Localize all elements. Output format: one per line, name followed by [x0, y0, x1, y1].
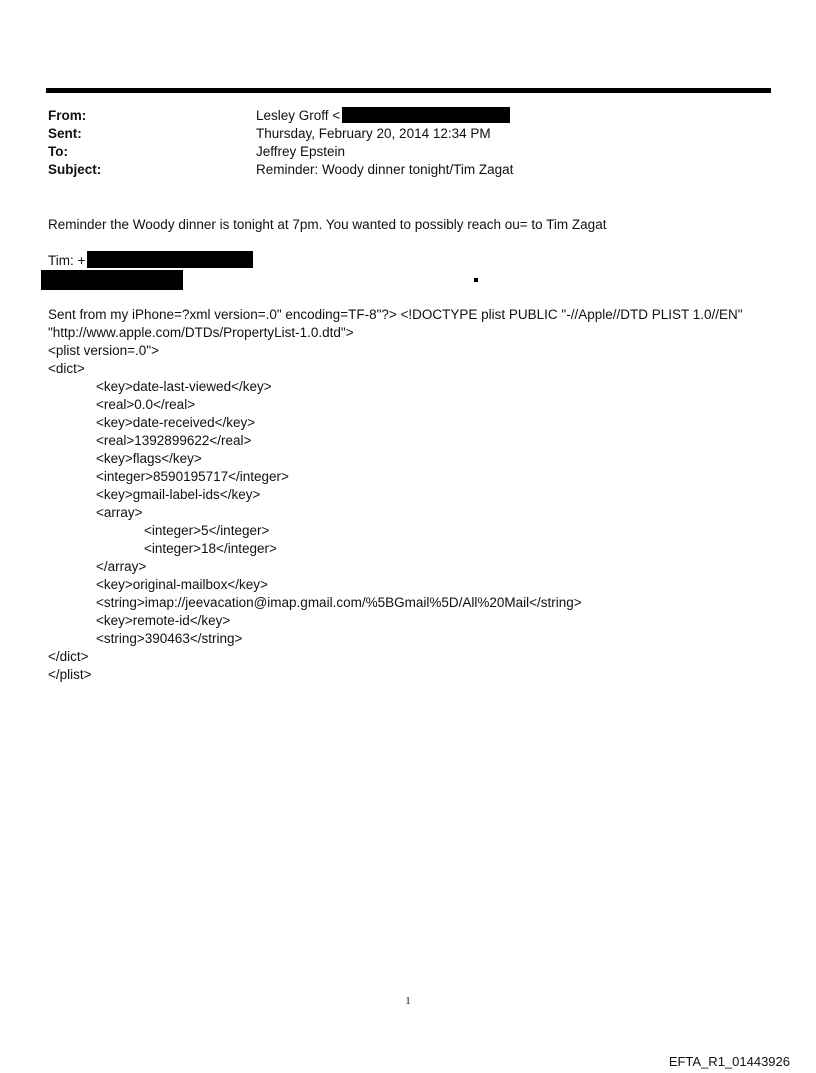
xml-line: <real>0.0</real> — [96, 397, 196, 412]
redaction-box — [87, 251, 253, 268]
to-value: Jeffrey Epstein — [256, 144, 346, 159]
sent-row — [48, 125, 768, 143]
from-label: From: — [48, 108, 87, 123]
xml-line: <real>1392899622</real> — [96, 433, 252, 448]
xml-line: </plist> — [48, 667, 92, 682]
subject-value: Reminder: Woody dinner tonight/Tim Zagat — [256, 162, 514, 177]
to-label: To: — [48, 144, 68, 159]
xml-line: <plist version=.0"> — [48, 343, 159, 358]
xml-line: Sent from my iPhone=?xml version=.0" encoding=TF-8"?> <!DOCTYPE plist PUBLIC "-//Apple//DTD PLIST 1.0//EN" — [48, 307, 743, 322]
xml-line: <key>remote-id</key> — [96, 613, 231, 628]
plist-metadata — [48, 306, 788, 684]
xml-line: </dict> — [48, 649, 89, 664]
to-row — [48, 143, 768, 161]
reminder-text: Reminder the Woody dinner is tonight at 7pm. You wanted to possibly reach ou= to Tim Zagat — [48, 217, 607, 232]
xml-line: <key>date-received</key> — [96, 415, 256, 430]
xml-line: <key>gmail-label-ids</key> — [96, 487, 261, 502]
xml-line: <string>390463</string> — [96, 631, 243, 646]
xml-line: <integer>8590195717</integer> — [96, 469, 289, 484]
sent-label: Sent: — [48, 126, 82, 141]
subject-label: Subject: — [48, 162, 102, 177]
xml-line: </array> — [96, 559, 147, 574]
xml-line: <string>imap://jeevacation@imap.gmail.com/%5BGmail%5D/All%20Mail</string> — [96, 595, 582, 610]
from-name: Lesley Groff < — [256, 108, 341, 123]
xml-line: <array> — [96, 505, 143, 520]
xml-line: "http://www.apple.com/DTDs/PropertyList-1.0.dtd"> — [48, 325, 354, 340]
tim-phone-line: Tim: + — [48, 253, 86, 268]
xml-line: <integer>5</integer> — [144, 523, 270, 538]
xml-line: <key>date-last-viewed</key> — [96, 379, 272, 394]
from-value — [256, 107, 768, 125]
redaction-box — [41, 270, 183, 290]
header-divider — [46, 88, 771, 93]
xml-line: <integer>18</integer> — [144, 541, 277, 556]
xml-line: <dict> — [48, 361, 85, 376]
sent-value: Thursday, February 20, 2014 12:34 PM — [256, 126, 491, 141]
stray-mark — [474, 278, 478, 282]
bates-number: EFTA_R1_01443926 — [668, 1054, 790, 1069]
xml-line: <key>original-mailbox</key> — [96, 577, 268, 592]
redaction-box — [342, 107, 510, 123]
xml-line: <key>flags</key> — [96, 451, 202, 466]
from-row — [48, 107, 768, 125]
email-header — [48, 107, 768, 179]
subject-row — [48, 161, 768, 179]
page-number: 1 — [405, 995, 411, 1007]
